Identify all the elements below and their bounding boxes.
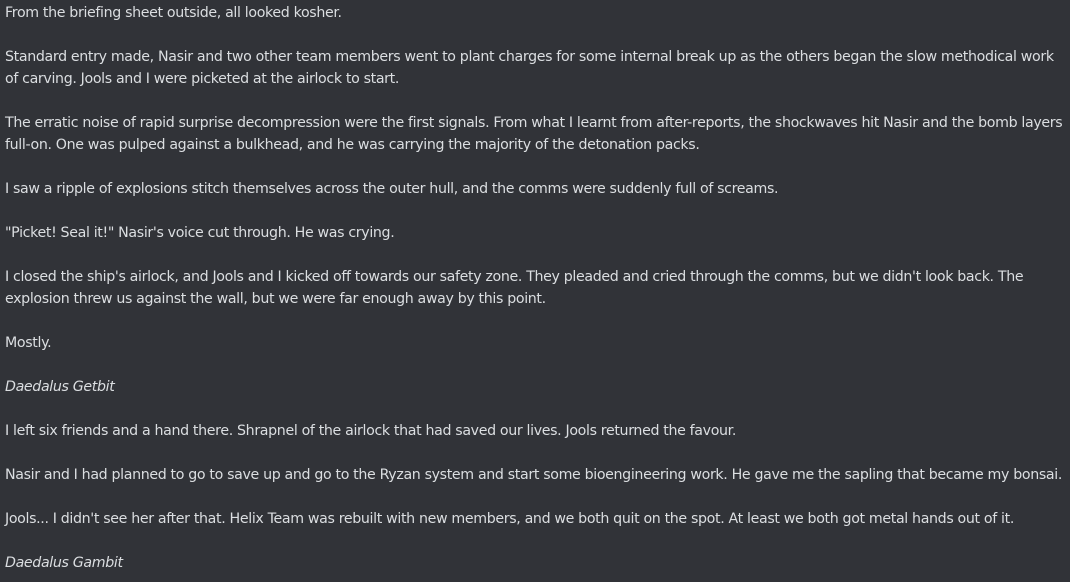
message-paragraph: From the briefing sheet outside, all looked kosher. bbox=[5, 5, 342, 21]
message-paragraph: Standard entry made, Nasir and two other team members went to plant charges for some internal break up as the others began the slow methodical work of carving. Jools and I were picketed at the airlock to start. bbox=[5, 49, 1054, 87]
message-paragraph: "Picket! Seal it!" Nasir's voice cut through. He was crying. bbox=[5, 225, 395, 241]
message-paragraph: The erratic noise of rapid surprise decompression were the first signals. From what I learnt from after-reports, the shockwaves hit Nasir and the bomb layers full-on. One was pulped against a bulkhead, and he was carrying the majority of the detonation packs. bbox=[5, 115, 1063, 153]
message-paragraph: Jools... I didn't see her after that. Helix Team was rebuilt with new members, and we both quit on the spot. At least we both got metal hands out of it. bbox=[5, 511, 1014, 527]
message-paragraph: I closed the ship's airlock, and Jools and I kicked off towards our safety zone. They pleaded and cried through the comms, but we didn't look back. The explosion threw us against the wall, but we were far enough away by this point. bbox=[5, 269, 1024, 307]
message-paragraph: I left six friends and a hand there. Shrapnel of the airlock that had saved our lives. Jools returned the favour. bbox=[5, 423, 737, 439]
message-content bbox=[5, 2, 1067, 574]
message-paragraph: Nasir and I had planned to go to save up and go to the Ryzan system and start some bioengineering work. He gave me the sapling that became my bonsai. bbox=[5, 467, 1062, 483]
italic-signature: Daedalus Gambit bbox=[5, 555, 123, 571]
message-paragraph: Mostly. bbox=[5, 335, 52, 351]
italic-signature: Daedalus Getbit bbox=[5, 379, 115, 395]
message-paragraph: I saw a ripple of explosions stitch themselves across the outer hull, and the comms were suddenly full of screams. bbox=[5, 181, 779, 197]
